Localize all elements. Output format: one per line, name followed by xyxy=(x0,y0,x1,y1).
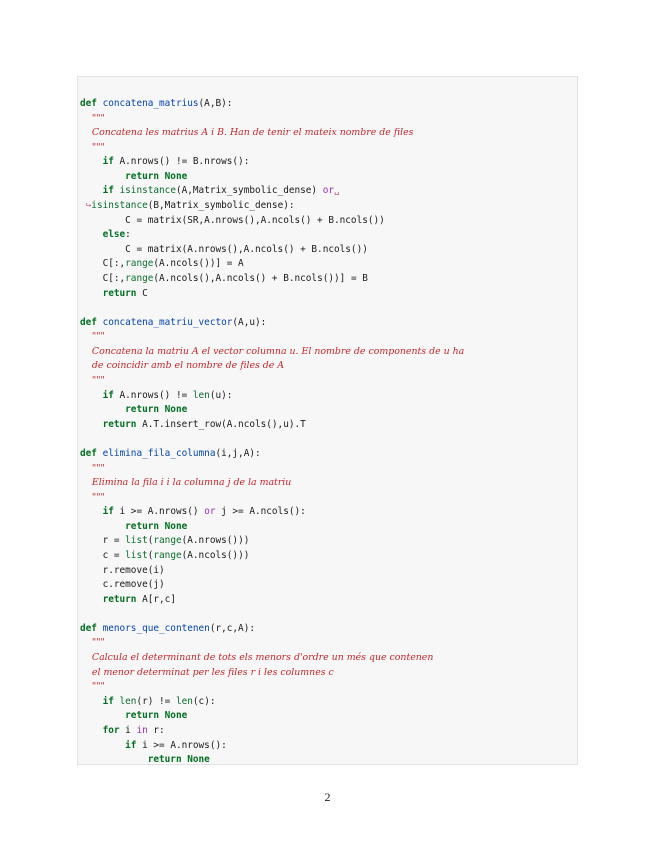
code-line xyxy=(80,519,187,534)
code-line xyxy=(80,752,210,767)
code-token: (A,B): xyxy=(198,98,233,109)
code-line xyxy=(80,417,306,432)
code-token: : xyxy=(125,229,131,241)
operator-token: in xyxy=(136,724,148,736)
code-line xyxy=(80,402,187,417)
docstring-token: """ xyxy=(80,375,105,387)
builtin-token: range xyxy=(125,258,154,270)
builtin-token: range xyxy=(153,535,182,547)
code-token: i >= A.nrows(): xyxy=(142,739,227,751)
keyword-token: def xyxy=(80,447,103,459)
builtin-token: len xyxy=(119,695,137,707)
code-line xyxy=(80,475,291,490)
code-line xyxy=(80,256,244,271)
keyword-token: if xyxy=(80,156,120,168)
code-token: i xyxy=(125,724,137,736)
code-line xyxy=(80,154,249,169)
line-continuation-marker: ␣ xyxy=(334,185,340,197)
code-line xyxy=(80,125,413,140)
keyword-token: return None xyxy=(80,520,188,532)
code-line xyxy=(80,708,187,723)
code-line xyxy=(80,271,368,286)
code-token: (A,Matrix_symbolic_dense) xyxy=(175,185,323,197)
keyword-token: return None xyxy=(80,710,188,722)
builtin-token: isinstance xyxy=(119,185,176,197)
line-continuation-marker: ↪ xyxy=(80,200,92,212)
code-token: ( xyxy=(147,535,154,547)
code-token: i >= A.nrows() xyxy=(119,506,205,518)
code-line xyxy=(80,111,105,126)
code-line xyxy=(80,140,105,155)
docstring-token: """ xyxy=(80,462,105,474)
code-line xyxy=(80,679,105,694)
docstring-token: """ xyxy=(80,491,105,503)
keyword-token: if xyxy=(80,739,143,751)
builtin-token: len xyxy=(192,389,210,401)
builtin-token: range xyxy=(153,549,182,561)
keyword-token: else xyxy=(80,229,126,241)
keyword-token: def xyxy=(80,622,103,634)
code-token: (r,c,A): xyxy=(209,622,255,634)
code-token: C = matrix(SR,A.nrows(),A.ncols() + B.ncols()) xyxy=(80,214,385,226)
code-line xyxy=(80,96,232,111)
code-line xyxy=(80,373,105,388)
code-line xyxy=(80,490,105,505)
builtin-token: list xyxy=(125,549,148,561)
code-line xyxy=(80,461,105,476)
code-line xyxy=(80,577,165,592)
code-line xyxy=(80,213,385,228)
code-token: (A.nrows())) xyxy=(181,535,250,547)
keyword-token: if xyxy=(80,695,120,707)
code-line xyxy=(80,738,227,753)
code-line xyxy=(80,723,165,738)
code-line xyxy=(80,286,148,301)
code-token: (u): xyxy=(209,389,233,401)
docstring-token: """ xyxy=(80,331,105,343)
builtin-token: isinstance xyxy=(91,200,148,212)
code-line xyxy=(80,315,266,330)
function-name-token: concatena_matriu_vector xyxy=(102,316,233,328)
keyword-token: return xyxy=(80,593,143,605)
code-token: c.remove(j) xyxy=(80,579,165,591)
keyword-token: for xyxy=(80,724,126,736)
code-token: (A,u): xyxy=(232,316,267,328)
docstring-token: Concatena les matrius A i B. Han de tenir el mateix nombre de files xyxy=(80,127,414,139)
code-token: A[r,c] xyxy=(142,593,176,605)
operator-token: or xyxy=(204,506,216,518)
code-line xyxy=(80,358,284,373)
code-line xyxy=(80,344,464,359)
code-line xyxy=(80,504,306,519)
builtin-token: range xyxy=(125,272,154,284)
keyword-token: if xyxy=(80,506,120,518)
keyword-token: return None xyxy=(80,170,188,182)
code-token: A.nrows() != B.nrows(): xyxy=(119,156,250,168)
code-line xyxy=(80,183,340,198)
code-line xyxy=(80,694,215,709)
operator-token: or xyxy=(322,185,335,197)
code-token: (A.ncols())) xyxy=(181,549,250,561)
code-token: r: xyxy=(147,724,165,736)
keyword-token: def xyxy=(80,98,103,109)
keyword-token: def xyxy=(80,316,103,328)
function-name-token: elimina_fila_columna xyxy=(102,447,216,459)
docstring-token: el menor determinat per les files r i les columnes c xyxy=(80,666,334,678)
docstring-token: """ xyxy=(80,141,105,153)
code-line xyxy=(80,621,255,636)
docstring-token: """ xyxy=(80,637,105,649)
keyword-token: return None xyxy=(80,404,188,416)
code-line xyxy=(80,169,187,184)
docstring-token: Concatena la matriu A el vector columna u. El nombre de components de u ha xyxy=(80,345,465,357)
code-line xyxy=(80,592,176,607)
code-token: (A.ncols())] = A xyxy=(153,258,244,270)
code-token: r = xyxy=(80,535,126,547)
code-line xyxy=(80,635,105,650)
keyword-token: if xyxy=(80,185,120,197)
function-name-token: concatena_matrius xyxy=(102,98,199,109)
keyword-token: return xyxy=(80,418,143,430)
docstring-token: Calcula el determinant de tots els menors d'ordre un més que contenen xyxy=(80,652,434,664)
function-name-token: menors_que_contenen xyxy=(102,622,210,634)
builtin-token: list xyxy=(125,535,148,547)
docstring-token: """ xyxy=(80,681,105,693)
code-line xyxy=(80,242,368,257)
code-token: ( xyxy=(147,549,154,561)
docstring-token: Elimina la fila i i la columna j de la matriu xyxy=(80,477,292,489)
code-token: (i,j,A): xyxy=(215,447,261,459)
code-token: (r) != xyxy=(136,695,176,707)
builtin-token: len xyxy=(175,695,193,707)
code-line xyxy=(80,388,232,403)
code-token: (c): xyxy=(192,695,216,707)
code-line xyxy=(80,650,433,665)
code-line xyxy=(80,548,249,563)
code-token: c = xyxy=(80,549,126,561)
code-token: (A.ncols(),A.ncols() + B.ncols())] = B xyxy=(153,272,368,284)
docstring-token: """ xyxy=(80,112,105,124)
page-number: 2 xyxy=(324,790,331,804)
code-line xyxy=(80,533,249,548)
keyword-token: if xyxy=(80,389,120,401)
code-token: C xyxy=(142,287,148,299)
keyword-token: return None xyxy=(80,754,210,766)
code-line xyxy=(80,198,295,213)
code-line xyxy=(80,227,131,242)
code-token: r.remove(i) xyxy=(80,564,165,576)
code-line xyxy=(80,665,334,680)
code-token: C[:, xyxy=(80,258,126,270)
code-line xyxy=(80,563,165,578)
code-token: C[:, xyxy=(80,272,126,284)
code-token: A.nrows() != xyxy=(119,389,193,401)
code-token: A.T.insert_row(A.ncols(),u).T xyxy=(142,418,306,430)
keyword-token: return xyxy=(80,287,143,299)
code-line xyxy=(80,329,105,344)
docstring-token: de coincidir amb el nombre de files de A xyxy=(80,360,285,372)
code-token: (B,Matrix_symbolic_dense): xyxy=(147,200,295,212)
code-line xyxy=(80,446,261,461)
code-token: j >= A.ncols(): xyxy=(215,506,306,518)
code-token: C = matrix(A.nrows(),A.ncols() + B.ncols()) xyxy=(80,243,368,255)
